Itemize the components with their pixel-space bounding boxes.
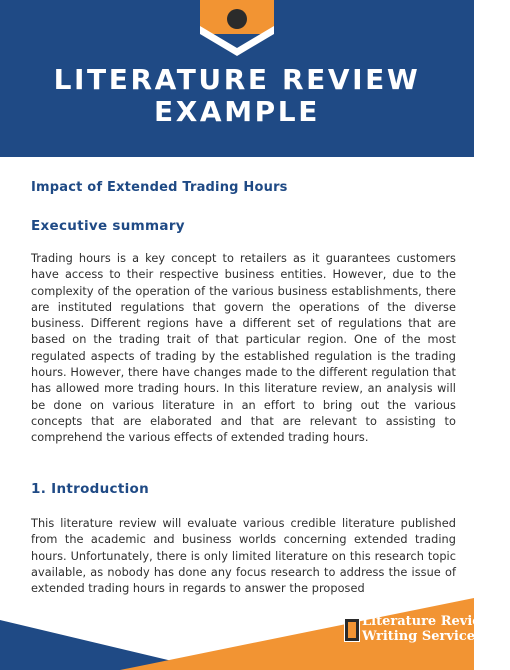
logo-line2: Writing Service.com <box>362 629 510 644</box>
page-title <box>0 64 474 128</box>
document-body <box>31 178 456 597</box>
page-title-line1: LITERATURE REVIEW <box>53 63 421 96</box>
executive-summary-heading: Executive summary <box>31 218 185 234</box>
introduction-text: This literature review will evaluate various credible literature published from the academic and business worlds concerning extended trading hours. Unfortunately, there is only limited literature on this research topic available, as nobody has done any focus research to address the issue of extended trading hours in regards to answer the proposed <box>31 517 456 596</box>
book-icon <box>344 618 360 642</box>
dot-icon <box>227 9 247 29</box>
document-subtitle: Impact of Extended Trading Hours <box>31 180 288 195</box>
brand-logo <box>340 614 510 670</box>
logo-line1: Literature Review <box>362 614 492 629</box>
introduction-heading: 1. Introduction <box>31 481 149 497</box>
page-title-line2: EXAMPLE <box>154 95 320 128</box>
executive-summary-text: Trading hours is a key concept to retailers as it guarantees customers have access to their respective business entities. However, due to the complexity of the operation of the various business establishments, there are instituted regulations that govern the operations of the diverse business. Different regions have a different set of regulations that are based on the trading trait of that particular region. One of the most regulated aspects of trading by the established regulation is the trading hours. However, there have changes made to the different regulation that has allowed more trading hours. In this literature review, an analysis will be done on various literature in an effort to bring out the various concepts that are elaborated and that are relevant to assisting to comprehend the various effects of extended trading hours. <box>31 252 456 445</box>
